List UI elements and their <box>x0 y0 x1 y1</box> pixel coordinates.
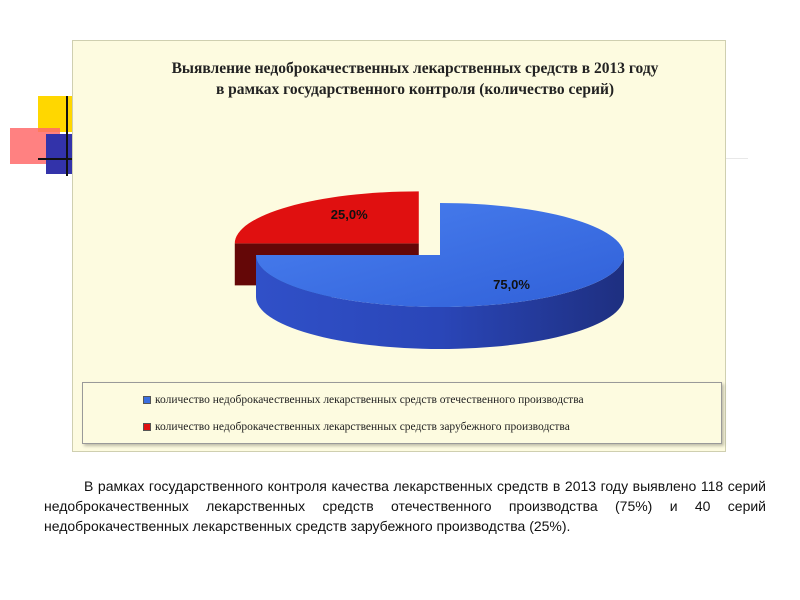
legend-swatch-red <box>143 423 151 431</box>
chart-title: Выявление недоброкачественных лекарственных средств в 2013 году в рамках государственного контроля (количество серий) <box>171 60 659 98</box>
legend-item-domestic <box>143 394 584 406</box>
legend-swatch-blue <box>143 396 151 404</box>
pie-slice-1 <box>235 191 419 243</box>
caption-text: В рамках государственного контроля качества лекарственных средств в 2013 году выявлено 118 серий недоброкачественных лекарственных средств отечественного производства (75%) и 40 серий недоброкачественных лекарственных средств зарубежного производства (25%). <box>44 478 766 534</box>
legend-label-foreign: количество недоброкачественных лекарственных средств зарубежного производства <box>155 421 570 433</box>
data-label-0: 75,0% <box>493 277 530 293</box>
legend-item-foreign <box>143 421 570 433</box>
chart-legend <box>82 382 722 444</box>
data-label-1: 25,0% <box>330 207 368 223</box>
legend-label-domestic: количество недоброкачественных лекарственных средств отечественного производства <box>155 394 584 406</box>
